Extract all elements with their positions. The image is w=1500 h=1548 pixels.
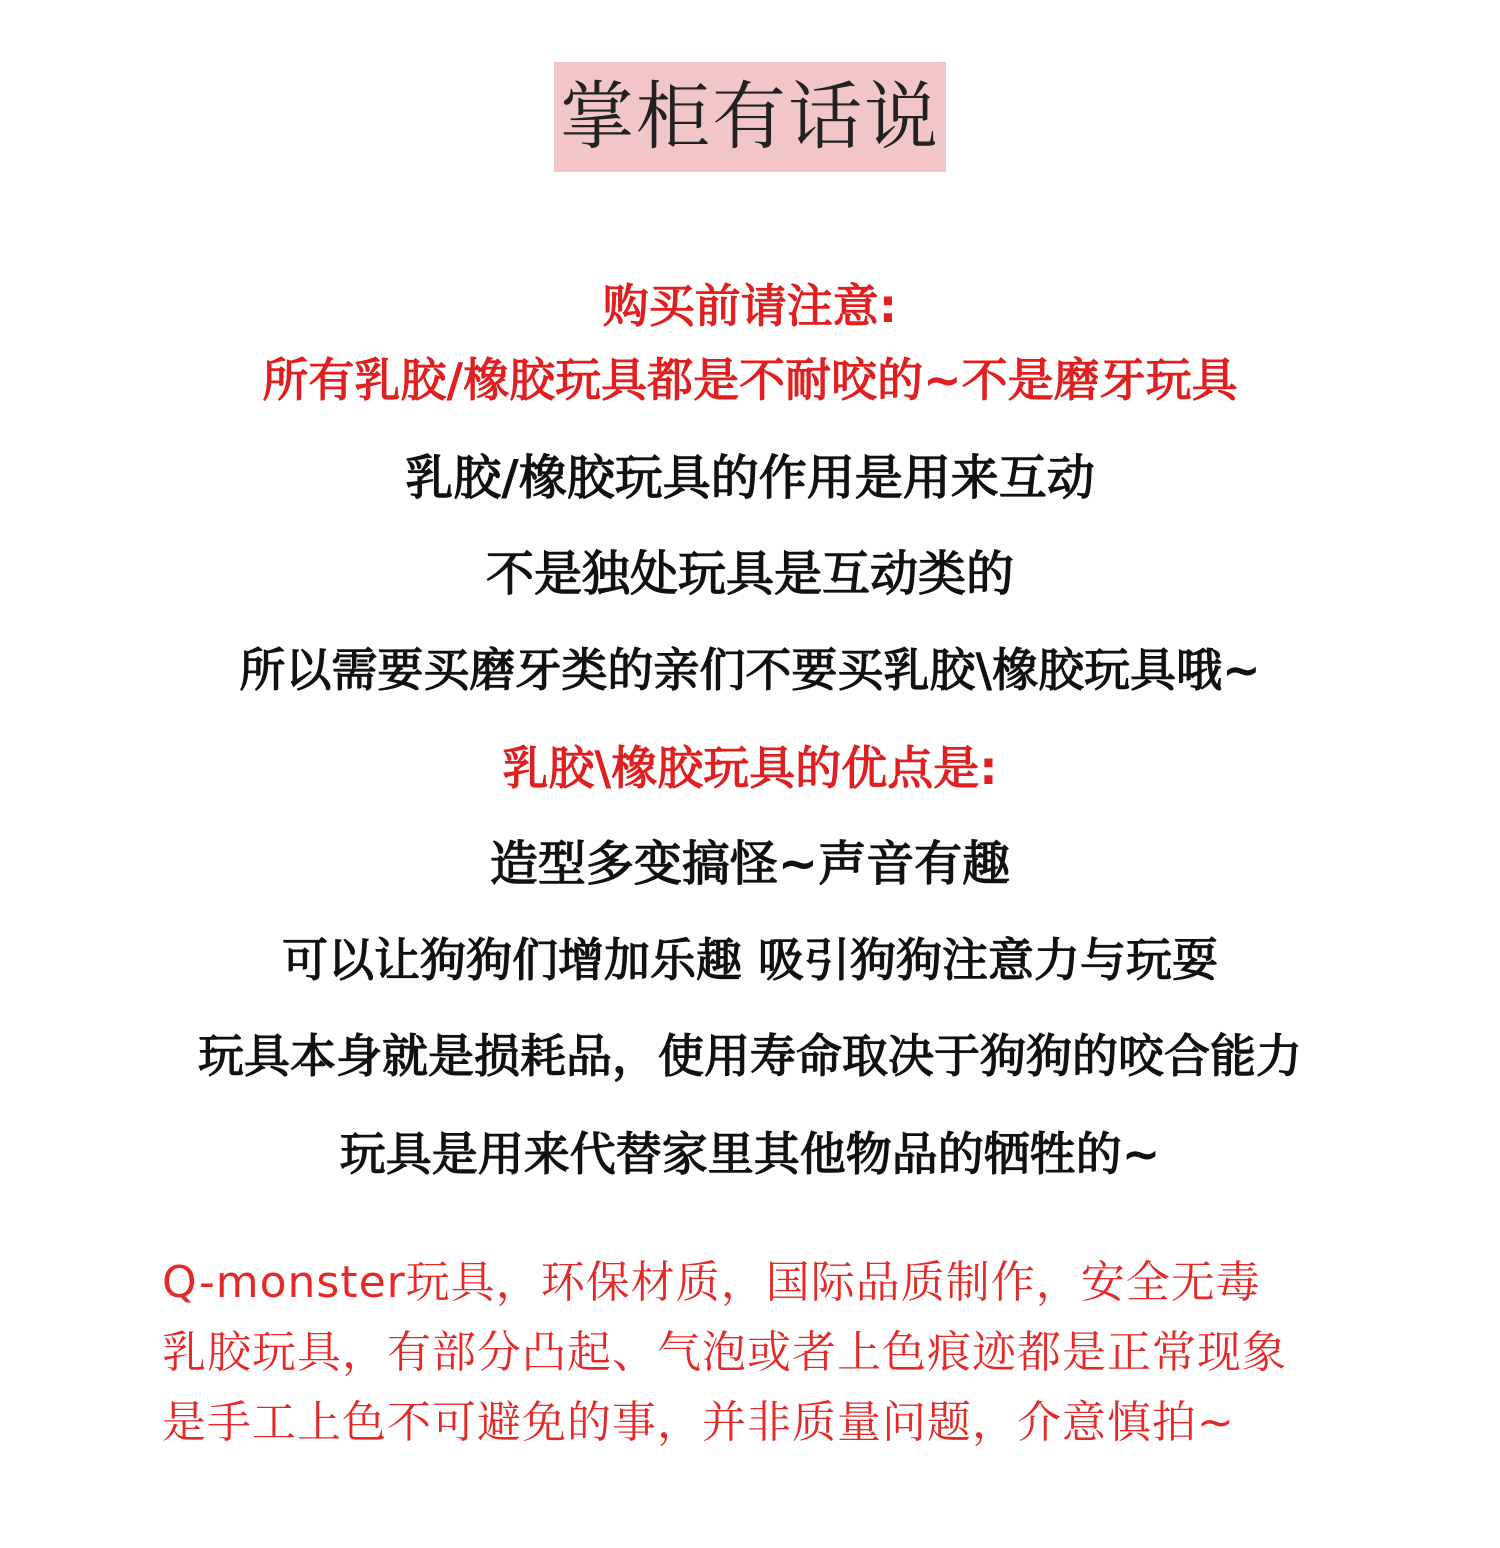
page-title: 掌柜有话说 <box>554 62 946 172</box>
advantage-line-1: 造型多变搞怪~声音有趣 <box>489 836 1011 892</box>
notice-line: 所有乳胶/橡胶玩具都是不耐咬的~不是磨牙玩具 <box>262 353 1238 407</box>
advantage-line-3: 玩具本身就是损耗品，使用寿命取决于狗狗的咬合能力 <box>198 1029 1302 1083</box>
footer-line-2: 乳胶玩具，有部分凸起、气泡或者上色痕迹都是正常现象 <box>162 1327 1287 1378</box>
body-line-3: 所以需要买磨牙类的亲们不要买乳胶\橡胶玩具哦~ <box>239 643 1261 697</box>
advantage-line-2: 可以让狗狗们增加乐趣 吸引狗狗注意力与玩耍 <box>281 933 1218 987</box>
advantages-heading: 乳胶\橡胶玩具的优点是: <box>502 741 998 795</box>
footer-notes <box>162 1248 1482 1458</box>
footer-line-1: Q-monster玩具，环保材质，国际品质制作，安全无毒 <box>162 1257 1261 1308</box>
body-line-1: 乳胶/橡胶玩具的作用是用来互动 <box>405 450 1095 506</box>
title-container <box>0 62 1500 172</box>
footer-line-3: 是手工上色不可避免的事，并非质量问题，介意慎拍~ <box>162 1397 1235 1448</box>
advantage-line-4: 玩具是用来代替家里其他物品的牺牲的~ <box>339 1127 1161 1181</box>
body-line-2: 不是独处玩具是互动类的 <box>485 546 1014 602</box>
notice-heading: 购买前请注意: <box>602 279 898 333</box>
